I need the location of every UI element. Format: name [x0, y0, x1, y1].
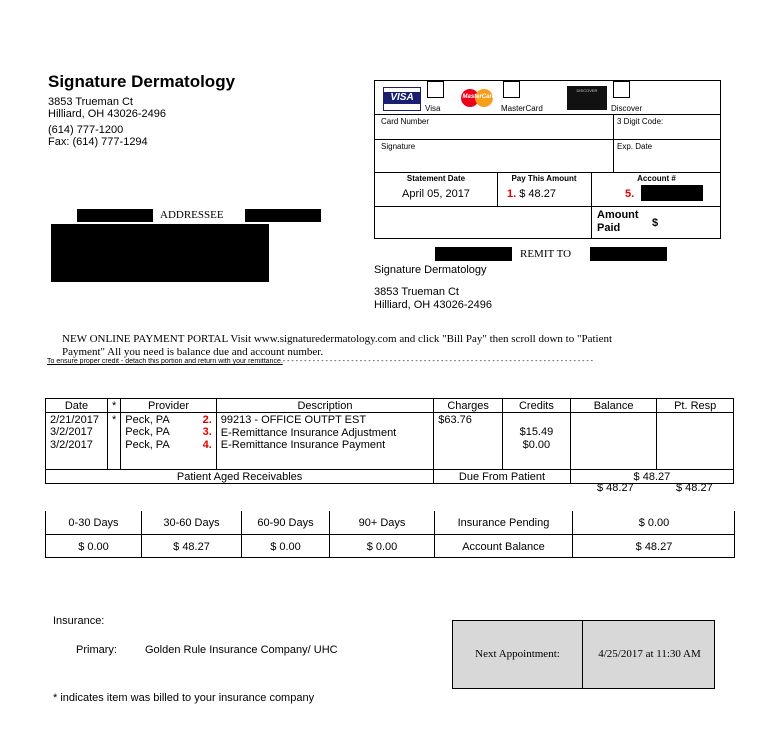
- balance-value: $ 48.27: [597, 482, 634, 494]
- mastercard-label: MasterCard: [501, 104, 543, 113]
- row-credits: $15.49: [503, 426, 571, 439]
- visa-checkbox[interactable]: [427, 81, 444, 98]
- row-description: E-Remittance Insurance Payment: [216, 439, 433, 470]
- insurance-pending-value: $ 0.00: [638, 517, 670, 529]
- row-credits: [503, 413, 571, 427]
- row-credits: $0.00: [503, 439, 571, 470]
- remit-redaction-right: [590, 247, 667, 261]
- insurance-label: Insurance:: [53, 615, 105, 627]
- aged-receivables-grid: [45, 511, 735, 558]
- row-date: 2/21/2017: [46, 413, 108, 427]
- aged-receivables-label: Patient Aged Receivables: [46, 470, 434, 484]
- card-number-label: Card Number: [381, 117, 430, 126]
- addressee-redaction-left: [77, 209, 153, 222]
- aged-30-60-value: $ 48.27: [173, 541, 210, 553]
- aged-60-90-value: $ 0.00: [270, 541, 301, 553]
- mastercard-logo: MasterCard: [459, 87, 499, 109]
- signature-label: Signature: [381, 142, 416, 151]
- marker-1: 1.: [507, 188, 517, 200]
- marker-3: 3.: [202, 426, 212, 438]
- discover-label: Discover: [611, 104, 643, 113]
- col-description: Description: [216, 399, 433, 413]
- table-row: [46, 413, 734, 427]
- col-star: *: [107, 399, 120, 413]
- marker-2: 2.: [202, 413, 212, 426]
- addressee-label: ADDRESSEE: [160, 209, 224, 221]
- pay-amount-value: $ 48.27: [519, 188, 556, 200]
- aged-90-plus-value: $ 0.00: [366, 541, 398, 553]
- col-provider: Provider: [121, 399, 217, 413]
- amount-paid-label: Amount Paid: [597, 209, 639, 234]
- aged-30-60-label: 30-60 Days: [163, 517, 220, 529]
- visa-logo: VISA: [383, 87, 421, 111]
- portal-notice-line1: NEW ONLINE PAYMENT PORTAL Visit www.signaturedermatology.com and click "Bill Pay" then scroll down to "Patient: [62, 333, 613, 345]
- addressee-address-redaction: [51, 224, 269, 282]
- col-charges: Charges: [434, 399, 503, 413]
- account-label: Account #: [637, 174, 676, 183]
- row-description: E-Remittance Insurance Adjustment: [216, 426, 433, 439]
- col-date: Date: [46, 399, 108, 413]
- pt-resp-value: $ 48.27: [676, 482, 713, 494]
- account-number-redaction: [641, 185, 703, 201]
- primary-label: Primary:: [76, 644, 117, 656]
- statement-date-label: Statement Date: [406, 174, 466, 183]
- aged-60-90-label: 60-90 Days: [257, 517, 314, 529]
- remit-city: Hilliard, OH 43026-2496: [374, 299, 493, 311]
- aged-90-plus-label: 90+ Days: [358, 517, 406, 529]
- remit-to-label: REMIT TO: [520, 248, 572, 260]
- row-provider: Peck, PA 3.: [121, 426, 217, 439]
- clinic-fax: Fax: (614) 777-1294: [48, 136, 148, 148]
- marker-5: 5.: [625, 188, 635, 200]
- clinic-street: 3853 Trueman Ct: [48, 96, 133, 108]
- detach-line: To ensure proper credit - detach this portion and return with your remittance.- - - - - - - - - - - - - - - - - - - - - - - - - - - - - - - - - - - - - - - - - - - - - - - - - - - - - - - - - - - - - - - - - - - - - - - - -: [47, 358, 593, 365]
- remit-redaction-left: [435, 247, 512, 261]
- statement-table: [45, 398, 734, 484]
- clinic-phone: (614) 777-1200: [48, 124, 124, 136]
- insurance-footnote: * indicates item was billed to your insurance company: [53, 692, 315, 704]
- digit-code-label: 3 Digit Code:: [617, 117, 664, 126]
- row-date: 3/2/2017: [46, 439, 108, 470]
- col-credits: Credits: [503, 399, 571, 413]
- primary-insurance-value: Golden Rule Insurance Company/ UHC: [145, 644, 338, 656]
- next-appointment-value: 4/25/2017 at 11:30 AM: [598, 648, 701, 660]
- row-provider: Peck, PA 4.: [121, 439, 217, 470]
- row-charges: $63.76: [434, 413, 503, 427]
- portal-notice-line2: Payment" All you need is balance due and account number.: [62, 346, 324, 358]
- exp-date-label: Exp. Date: [617, 142, 653, 151]
- discover-card-image: DISCOVER: [567, 86, 607, 110]
- due-from-patient-value: $ 48.27: [570, 470, 733, 484]
- row-date: 3/2/2017: [46, 426, 108, 439]
- visa-label: Visa: [425, 104, 441, 113]
- remit-name: Signature Dermatology: [374, 264, 487, 276]
- clinic-name: Signature Dermatology: [48, 72, 236, 91]
- pay-amount-row: [507, 188, 556, 200]
- col-balance: Balance: [570, 399, 657, 413]
- next-appointment-box: [452, 620, 715, 689]
- card-payment-box: [374, 80, 721, 239]
- row-description: 99213 - OFFICE OUTPT EST: [216, 413, 433, 427]
- row-provider: Peck, PA 2.: [121, 413, 217, 427]
- row-star: *: [107, 413, 120, 427]
- amount-paid-currency: $: [652, 217, 659, 229]
- marker-4: 4.: [202, 439, 212, 451]
- addressee-redaction-right: [245, 209, 321, 222]
- aged-0-30-label: 0-30 Days: [68, 517, 119, 529]
- col-pt-resp: Pt. Resp: [657, 399, 734, 413]
- pay-amount-label: Pay This Amount: [511, 174, 577, 183]
- next-appointment-label: Next Appointment:: [475, 648, 560, 660]
- account-balance-label: Account Balance: [462, 541, 545, 553]
- statement-date: April 05, 2017: [402, 188, 470, 200]
- insurance-pending-label: Insurance Pending: [457, 517, 550, 529]
- due-from-patient-label: Due From Patient: [434, 470, 571, 484]
- account-balance-value: $ 48.27: [635, 541, 673, 553]
- mastercard-checkbox[interactable]: [503, 81, 520, 98]
- table-header-row: [46, 399, 734, 413]
- clinic-city: Hilliard, OH 43026-2496: [48, 108, 167, 120]
- aged-0-30-value: $ 0.00: [78, 541, 109, 553]
- remit-street: 3853 Trueman Ct: [374, 286, 459, 298]
- discover-checkbox[interactable]: [613, 81, 630, 98]
